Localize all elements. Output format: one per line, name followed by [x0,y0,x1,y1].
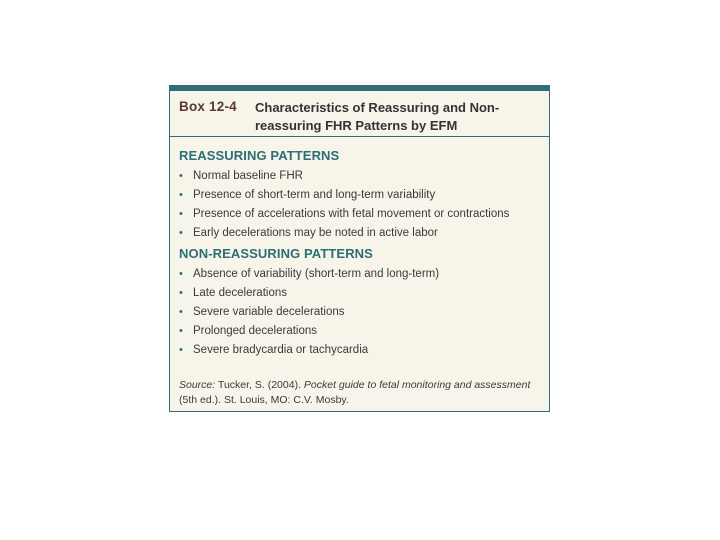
list-item-text: Severe bradycardia or tachycardia [193,344,369,356]
list-item [179,284,439,303]
list-item [179,303,439,322]
content-box [169,85,550,412]
source-book-title: Pocket guide to fetal monitoring and assessment [303,379,531,391]
bullet-icon: • [179,268,183,280]
bullet-icon: • [179,189,183,201]
list-item [179,205,509,224]
box-title: Characteristics of Reassuring and Non-reassuring FHR Patterns by EFM [255,100,500,133]
source-publisher: (5th ed.). St. Louis, MO: C.V. Mosby. [179,394,349,406]
reassuring-heading: REASSURING PATTERNS [179,148,340,163]
non-reassuring-list [179,265,439,360]
bullet-icon: • [179,227,183,239]
source-citation [179,378,541,408]
bullet-icon: • [179,306,183,318]
bullet-icon: • [179,344,183,356]
box-label: Box 12-4 [179,99,237,114]
list-item-text: Absence of variability (short-term and long-term) [193,268,440,280]
bullet-icon: • [179,325,183,337]
list-item [179,224,509,243]
list-item [179,341,439,360]
source-author: Tucker, S. (2004). [215,379,304,391]
list-item [179,167,509,186]
list-item [179,186,509,205]
box-header [179,99,543,139]
list-item-text: Late decelerations [193,287,287,299]
list-item [179,265,439,284]
non-reassuring-heading: NON-REASSURING PATTERNS [179,246,373,261]
list-item-text: Presence of accelerations with fetal movement or contractions [193,208,510,220]
list-item [179,322,439,341]
bullet-icon: • [179,170,183,182]
header-divider [170,136,549,137]
list-item-text: Severe variable decelerations [193,306,345,318]
list-item-text: Normal baseline FHR [193,170,303,182]
bullet-icon: • [179,287,183,299]
list-item-text: Prolonged decelerations [193,325,318,337]
source-label: Source: [179,379,216,391]
reassuring-list [179,167,509,243]
bullet-icon: • [179,208,183,220]
list-item-text: Presence of short-term and long-term variability [193,189,436,201]
list-item-text: Early decelerations may be noted in active labor [193,227,438,239]
